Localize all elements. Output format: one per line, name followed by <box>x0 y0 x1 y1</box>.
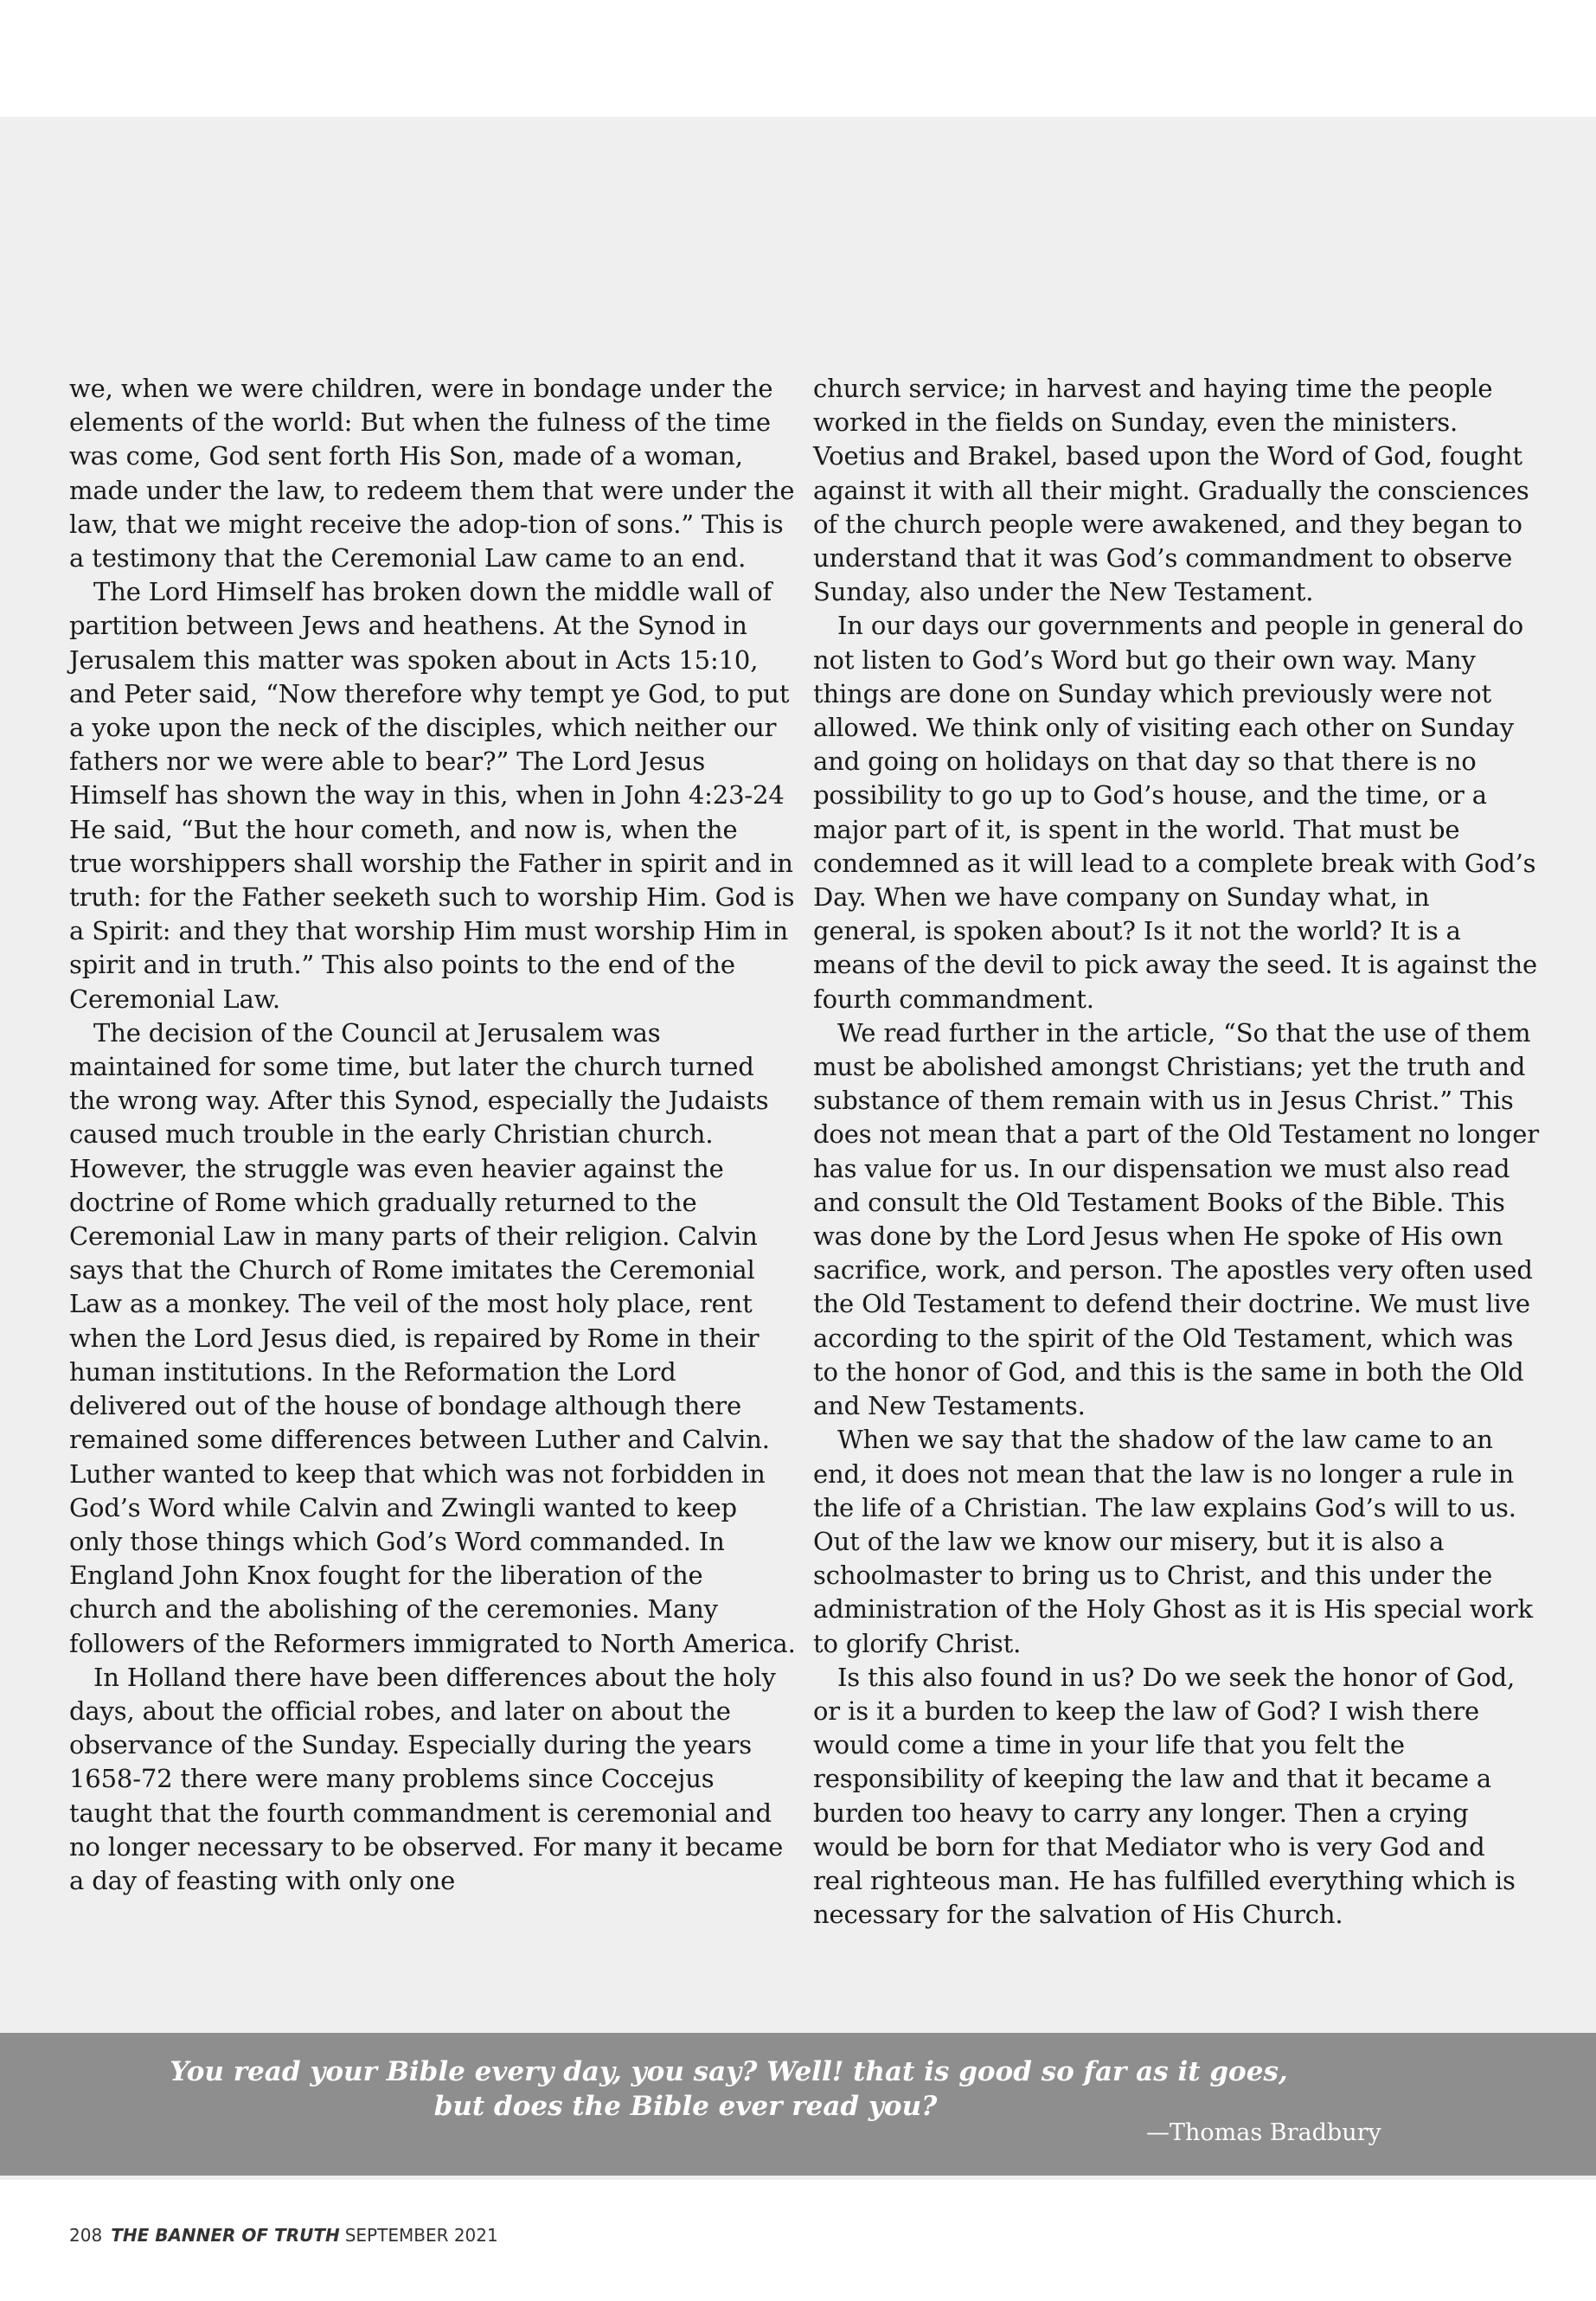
right-paragraph-5: Is this also found in us? Do we seek the honor of God, or is it a burden to keep the law of God? I wish there would come a time in your life that you felt the responsibility of keeping the law and that it became a burden too heavy to carry any longer. Then a crying would be born for that Mediator who is very God and real righteous man. He has fulfilled everything which is necessary for the salvation of His Church. <box>813 1662 1516 1930</box>
pull-quote-band <box>0 2033 1596 2176</box>
right-paragraph-4: When we say that the shadow of the law came to an end, it does not mean that the law is no longer a rule in the life of a Christian. The law explains God’s will to us. Out of the law we know our misery, but it is also a schoolmaster to bring us to Christ, and this under the administration of the Holy Ghost as it is His special work to glorify Christ. <box>813 1425 1533 1658</box>
left-column <box>69 372 796 1898</box>
left-paragraph-1: we, when we were children, were in bondage under the elements of the world: But when the fulness of the time was come, God sent forth His Son, made of a woman, made under the law, to redeem them that were under the law, that we might receive the adop-tion of sons.” This is a testimony that the Ceremonial Law came to an end. <box>69 374 795 574</box>
left-paragraph-4: In Holland there have been differences about the holy days, about the official robes, and later on about the observance of the Sunday. Especially during the years 1658-72 there were many problems since Coccejus taught that the fourth commandment is ceremonial and no longer necessary to be observed. For many it became a day of feasting with only one <box>69 1662 784 1895</box>
left-paragraph-2: The Lord Himself has broken down the middle wall of partition between Jews and heathens. At the Synod in Jerusalem this matter was spoken about in Acts 15:10, and Peter said, “Now therefore why tempt ye God, to put a yoke upon the neck of the disciples, which neither our fathers nor we were able to bear?” The Lord Jesus Himself has shown the way in this, when in John 4:23-24 He said, “But the hour cometh, and now is, when the true worshippers shall worship the Father in spirit and in truth: for the Father seeketh such to worship Him. God is a Spirit: and they that worship Him must worship Him in spirit and in truth.” This also points to the end of the Ceremonial Law. <box>69 577 795 1014</box>
left-paragraph-3: The decision of the Council at Jerusalem was maintained for some time, but later the church turned the wrong way. After this Synod, especially the Judaists caused much trouble in the early Christian church. However, the struggle was even heavier against the doctrine of Rome which gradually returned to the Ceremonial Law in many parts of their religion. Calvin says that the Church of Rome imitates the Ceremonial Law as a monkey. The veil of the most holy place, rent when the Lord Jesus died, is repaired by Rome in their human institutions. In the Reformation the Lord delivered out of the house of bondage although there remained some differences between Luther and Calvin. Luther wanted to keep that which was not forbidden in God’s Word while Calvin and Zwingli wanted to keep only those things which God’s Word commanded. In England John Knox fought for the liberation of the church and the abolishing of the ceremonies. Many followers of the Reformers immigrated to North America. <box>69 1017 796 1658</box>
quote-author: —Thomas Bradbury <box>1146 2119 1381 2146</box>
page-background <box>0 117 1596 2246</box>
page-footer <box>69 2225 498 2246</box>
page-number: 208 <box>69 2225 103 2246</box>
right-paragraph-3: We read further in the article, “So that the use of them must be abolished amongst Christians; yet the truth and substance of them remain with us in Jesus Christ.” This does not mean that a part of the Old Testament no longer has value for us. In our dispensation we must also read and consult the Old Testament Books of the Bible. This was done by the Lord Jesus when He spoke of His own sacrifice, work, and person. The apostles very often used the Old Testament to defend their doctrine. We must live according to the spirit of the Old Testament, which was to the honor of God, and this is the same in both the Old and New Testaments. <box>813 1017 1539 1421</box>
right-column <box>813 372 1540 1932</box>
right-paragraph-2: In our days our governments and people in general do not listen to God’s Word but go their own way. Many things are done on Sunday which previously were not allowed. We think only of visiting each other on Sunday and going on holidays on that day so that there is no possibility to go up to God’s house, and the time, or a major part of it, is spent in the world. That must be condemned as it will lead to a complete break with God’s Day. When we have company on Sunday what, in general, is spoken about? Is it not the world? It is a means of the devil to pick away the seed. It is against the fourth commandment. <box>813 611 1538 1014</box>
quote-line-1: You read your Bible every day, you say? Well! that is good so far as it goes, <box>170 2056 1288 2087</box>
magazine-title: THE BANNER OF TRUTH <box>111 2225 340 2246</box>
right-paragraph-1: church service; in harvest and haying time the people worked in the fields on Sunday, even the ministers. Voetius and Brakel, based upon the Word of God, fought against it with all their might. Gradually the consciences of the church people were awakened, and they began to understand that it was God’s commandment to observe Sunday, also under the New Testament. <box>813 374 1529 607</box>
issue-date: SEPTEMBER 2021 <box>344 2225 498 2246</box>
quote-line-2: but does the Bible ever read you? <box>433 2091 938 2122</box>
